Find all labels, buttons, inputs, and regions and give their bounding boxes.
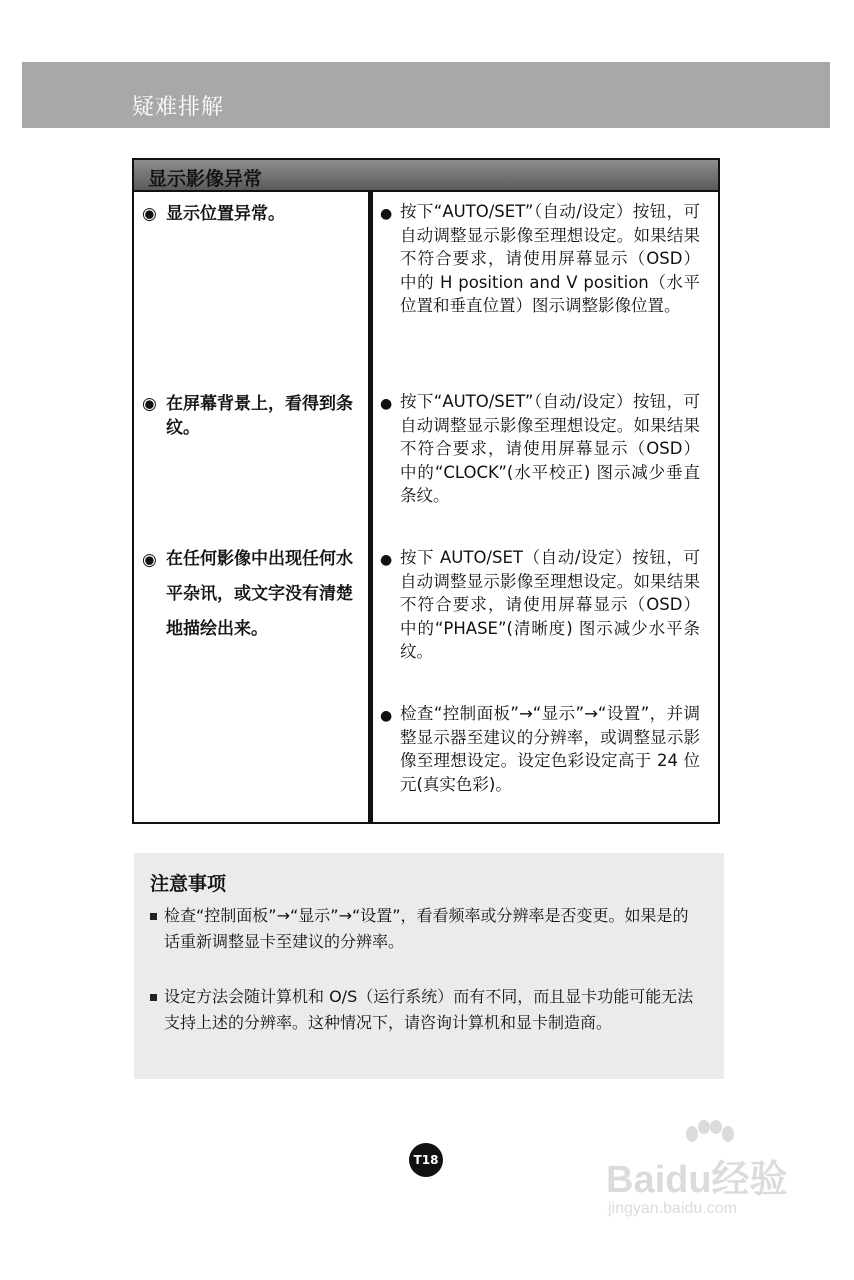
table-header	[134, 160, 718, 192]
solution-bullet-icon: ●	[380, 708, 393, 724]
notes-title: 注意事项	[150, 873, 227, 895]
page-title: 疑难排解	[132, 95, 225, 120]
note-item-1: 检查“控制面板”→“显示”→“设置”，看看频率或分辨率是否变更。如果是的话重新调整显卡至建议的分辨率。	[164, 906, 689, 951]
watermark-url: jingyan.baidu.com	[608, 1200, 737, 1217]
troubleshooting-table	[132, 158, 720, 824]
square-bullet-icon	[150, 994, 157, 1001]
solution-bullet-icon: ●	[380, 206, 393, 222]
solution-3-1: 按下 AUTO/SET（自动/设定）按钮，可自动调整显示影像至理想设定。如果结果不符合要求，请使用屏幕显示（OSD）中的“PHASE”(清晰度) 图示减少水平条纹。	[400, 548, 700, 662]
solution-1-1: 按下“AUTO/SET”（自动/设定）按钮，可自动调整显示影像至理想设定。如果结果不符合要求，请使用屏幕显示（OSD）中的 H position and V position（水平位置和垂直位置）图示调整影像位置。	[400, 202, 700, 316]
solution-bullet-icon: ●	[380, 552, 393, 568]
note-item-2: 设定方法会随计算机和 O/S（运行系统）而有不同，而且显卡功能可能无法支持上述的分辨率。这种情况下，请咨询计算机和显卡制造商。	[164, 987, 694, 1032]
watermark-brand: Baidu经验	[606, 1159, 788, 1201]
page-number-badge: T18	[409, 1143, 443, 1177]
watermark	[606, 1120, 816, 1220]
symptom-1: 显示位置异常。	[166, 204, 285, 224]
notes-box	[134, 853, 724, 1079]
symptom-2: 在屏幕背景上，看得到条纹。	[166, 394, 353, 438]
symptom-3: 在任何影像中出现任何水平杂讯，或文字没有清楚地描绘出来。	[166, 549, 353, 639]
symptom-bullet-icon: ◉	[142, 394, 157, 414]
solution-bullet-icon: ●	[380, 396, 393, 412]
column-divider	[368, 190, 373, 822]
table-title: 显示影像异常	[148, 168, 263, 190]
symptom-bullet-icon: ◉	[142, 204, 157, 224]
solution-2-1: 按下“AUTO/SET”（自动/设定）按钮，可自动调整显示影像至理想设定。如果结果不符合要求，请使用屏幕显示（OSD）中的“CLOCK”(水平校正) 图示减少垂直条纹。	[400, 392, 700, 506]
symptom-bullet-icon: ◉	[142, 550, 157, 570]
square-bullet-icon	[150, 913, 157, 920]
header-band	[22, 62, 830, 128]
solution-3-2: 检查“控制面板”→“显示”→“设置”，并调整显示器至建议的分辨率，或调整显示影像至理想设定。设定色彩设定高于 24 位元(真实色彩)。	[400, 704, 700, 794]
